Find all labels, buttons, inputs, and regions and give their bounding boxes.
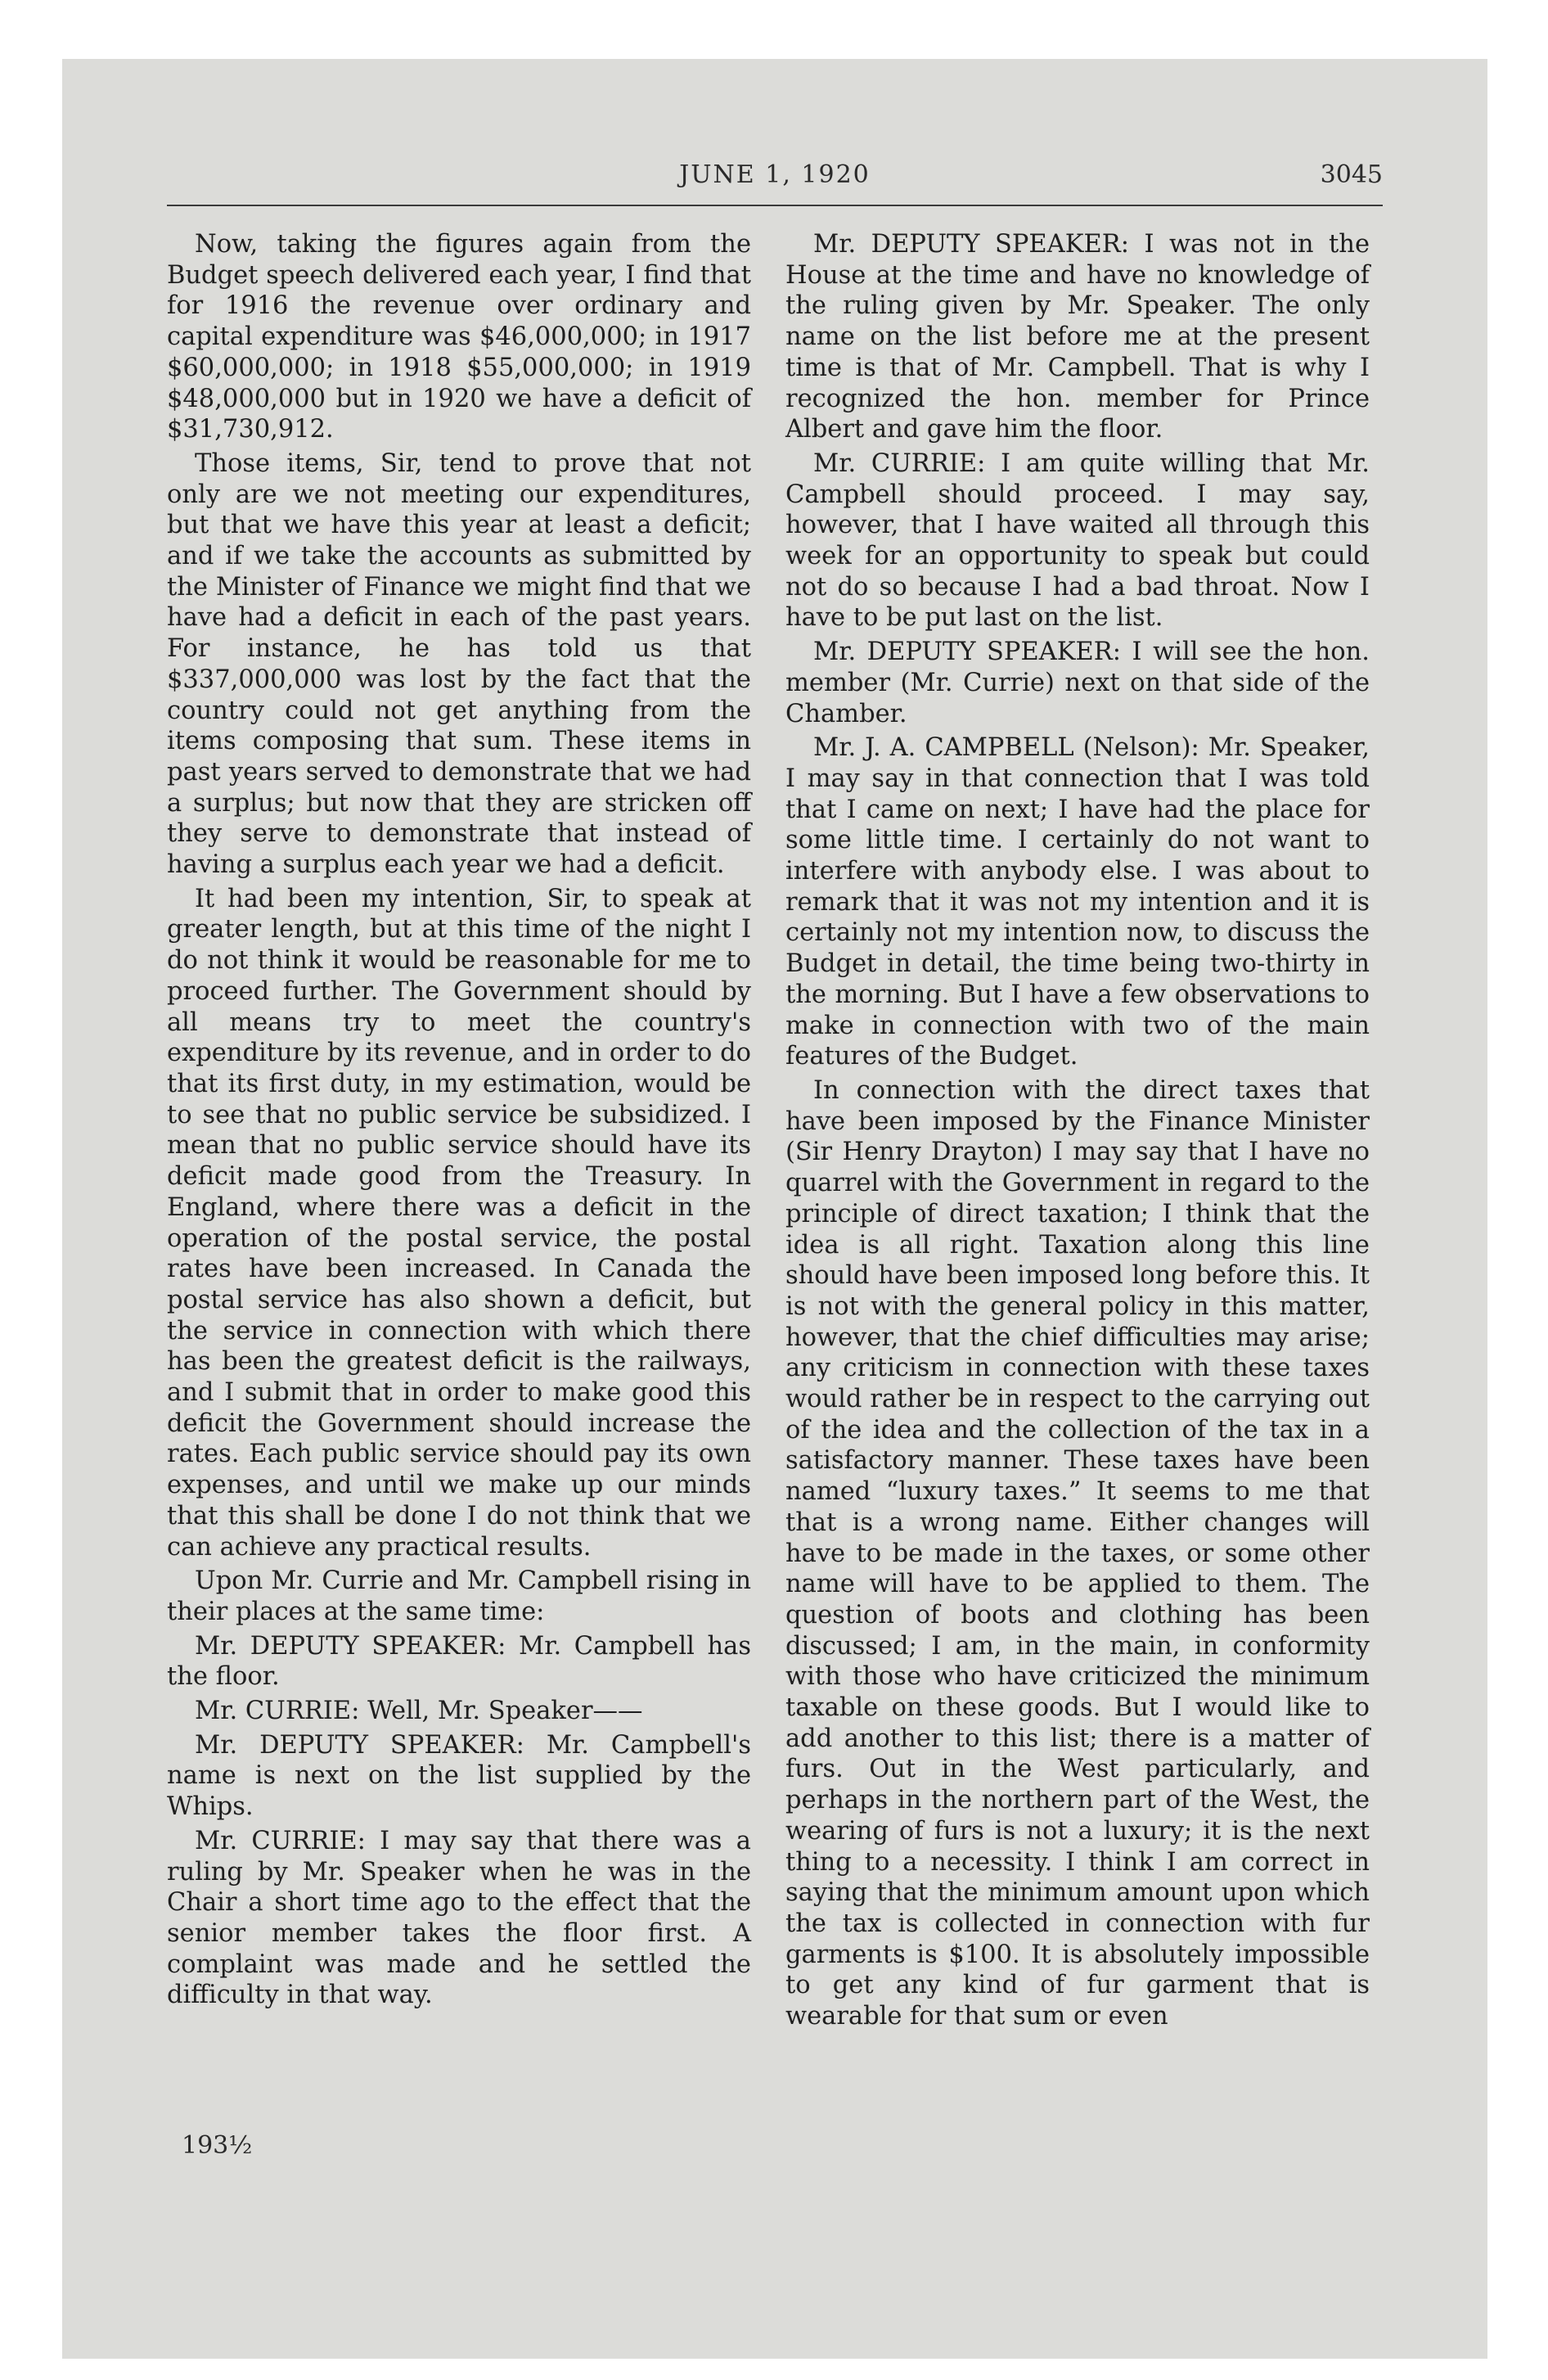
paragraph: Mr. CURRIE: I may say that there was a ruling by Mr. Speaker when he was in the Chair a short time ago to the effect that the senior member takes the floor first. A complaint was made and he settled the difficulty in that way. [167,1826,751,2010]
paragraph: Mr. J. A. CAMPBELL (Nelson): Mr. Speaker, I may say in that connection that I was told that I came on next; I have had the place for some little time. I certainly do not want to interfere with anybody else. I was about to remark that it was not my intention and it is certainly not my intention now, to discuss the Budget in detail, the time being two-thirty in the morning. But I have a few observations to make in connection with two of the main features of the Budget. [785,733,1370,1071]
header-date: JUNE 1, 1920 [679,160,871,189]
header-rule [167,205,1383,206]
paragraph: Upon Mr. Currie and Mr. Campbell rising in their places at the same time: [167,1566,751,1626]
paragraph: Mr. DEPUTY SPEAKER: I will see the hon. member (Mr. Currie) next on that side of the Chamber. [785,638,1370,728]
paragraph: Mr. CURRIE: I am quite willing that Mr. Campbell should proceed. I may say, however, that I have waited all through this week for an opportunity to speak but could not do so because I had a bad throat. Now I have to be put last on the list. [785,449,1370,633]
paragraph: Those items, Sir, tend to prove that not only are we not meeting our expenditures, but that we have this year at least a deficit; and if we take the accounts as submitted by the Minister of Finance we might find that we have had a deficit in each of the past years. For instance, he has told us that $337,000,000 was lost by the fact that the country could not get anything from the items composing that sum. These items in past years served to demonstrate that we had a surplus; but now that they are stricken off they serve to demonstrate that instead of having a surplus each year we had a deficit. [167,449,751,880]
right-column [785,229,1370,2035]
paragraph: Mr. DEPUTY SPEAKER: Mr. Campbell's name is next on the list supplied by the Whips. [167,1730,751,1822]
folio-signature: 193½ [182,2131,253,2160]
paragraph: Now, taking the figures again from the Budget speech delivered each year, I find that for 1916 the revenue over ordinary and capital expenditure was $46,000,000; in 1917 $60,000,000; in 1918 $55,000,000; in 1919 $48,000,000 but in 1920 we have a deficit of $31,730,912. [167,230,751,444]
paragraph: In connection with the direct taxes that have been imposed by the Finance Minister (Sir Henry Drayton) I may say that I have no quarrel with the Government in regard to the principle of direct taxation; I think that the idea is all right. Taxation along this line should have been imposed long before this. It is not with the general policy in this matter, however, that the chief difficulties may arise; any criticism in connection with these taxes would rather be in respect to the carrying out of the idea and the collection of the tax in a satisfactory manner. These taxes have been named “luxury taxes.” It seems to me that that is a wrong name. Either changes will have to be made in the taxes, or some other name will have to be applied to them. The question of boots and clothing has been discussed; I am, in the main, in conformity with those who have criticized the minimum taxable on these goods. But I would like to add another to this list; there is a matter of furs. Out in the West particularly, and perhaps in the northern part of the West, the wearing of furs is not a luxury; it is the next thing to a necessity. I think I am correct in saying that the minimum amount upon which the tax is collected in connection with fur garments is $100. It is absolutely impossible to get any kind of fur garment that is wearable for that sum or even [785,1075,1370,2031]
paragraph: Mr. DEPUTY SPEAKER: I was not in the House at the time and have no knowledge of the ruling given by Mr. Speaker. The only name on the list before me at the present time is that of Mr. Campbell. That is why I recognized the hon. member for Prince Albert and gave him the floor. [785,230,1370,444]
paragraph: Mr. DEPUTY SPEAKER: Mr. Campbell has the floor. [167,1631,751,1692]
page-number: 3045 [1320,160,1383,189]
page-header [167,160,1383,196]
paragraph: Mr. CURRIE: Well, Mr. Speaker—— [195,1697,643,1726]
paragraph: It had been my intention, Sir, to speak at greater length, but at this time of the night I do not think it would be reasonable for me to proceed further. The Government should by all means try to meet the country's expenditure by its revenue, and in order to do that its first duty, in my estimation, would be to see that no public service be subsidized. I mean that no public service should have its deficit made good from the Treasury. In England, where there was a deficit in the operation of the postal service, the postal rates have been increased. In Canada the postal service has also shown a deficit, but the service in connection with which there has been the greatest deficit is the railways, and I submit that in order to make good this deficit the Government should increase the rates. Each public service should pay its own expenses, and until we make up our minds that this shall be done I do not think that we can achieve any practical results. [167,884,751,1562]
left-column [167,229,751,2014]
